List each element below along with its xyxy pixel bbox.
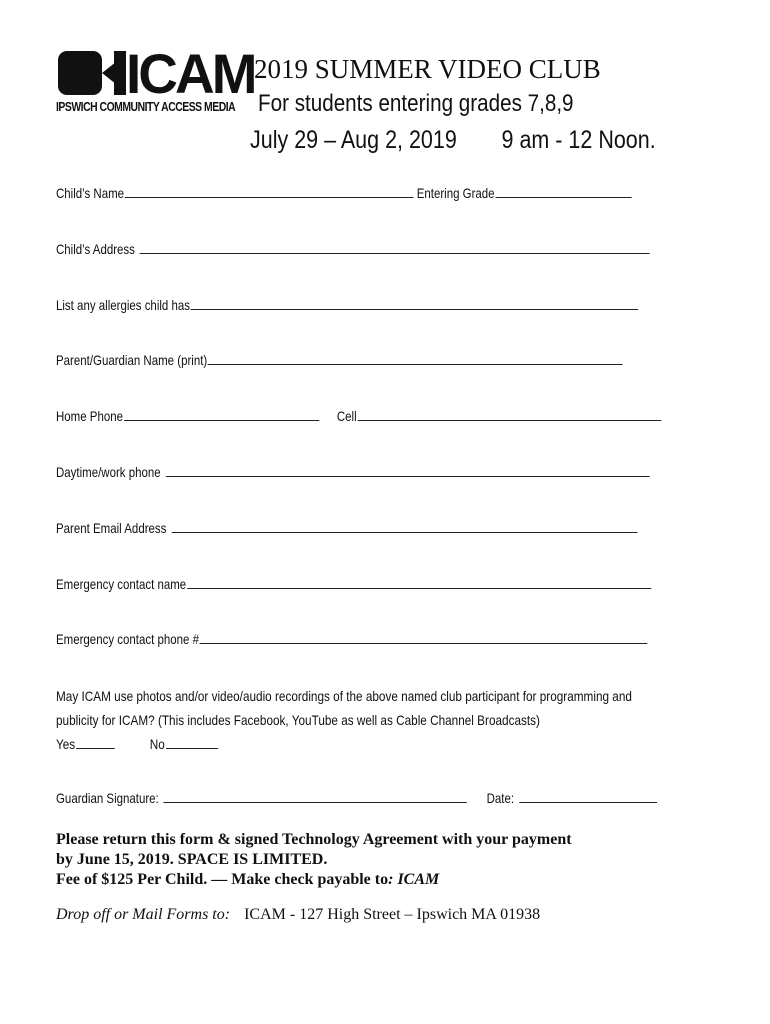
page-subtitle: For students entering grades 7,8,9 [258,90,574,117]
child-address-field[interactable] [140,241,650,254]
entering-grade-field[interactable] [495,185,631,198]
payee-text: : ICAM [388,871,440,888]
video-camera-icon [56,48,130,98]
emergency-phone-field[interactable] [200,631,648,644]
allergies-row [56,297,639,313]
consent-options [56,732,632,756]
child-name-row [56,185,632,201]
logo-text: ICAM [126,42,255,105]
cell-label: Cell [336,408,357,424]
yes-field[interactable] [76,736,115,749]
parent-name-row [56,352,623,368]
return-notice [56,830,572,890]
emergency-name-row [56,576,651,592]
date-label: Date: [486,790,515,806]
date-time-line [250,126,656,155]
parent-email-label: Parent Email Address [56,520,167,536]
no-label: No [149,736,165,752]
dropoff-line [56,906,540,924]
guardian-signature-field[interactable] [164,790,467,803]
parent-name-label: Parent/Guardian Name (print) [56,352,208,368]
dates: July 29 – Aug 2, 2019 [250,126,457,154]
daytime-phone-label: Daytime/work phone [56,464,161,480]
emergency-phone-label: Emergency contact phone # [56,631,199,647]
parent-name-field[interactable] [208,352,623,365]
icam-logo [56,42,255,116]
notice-line-2: by June 15, 2019. SPACE IS LIMITED. [56,851,328,868]
child-address-row [56,241,650,257]
allergies-field[interactable] [191,297,639,310]
child-name-field[interactable] [125,185,414,198]
daytime-phone-field[interactable] [166,464,650,477]
cell-field[interactable] [357,408,660,421]
date-field[interactable] [519,790,657,803]
no-field[interactable] [166,736,218,749]
allergies-label: List any allergies child has [56,297,191,313]
child-name-label: Child’s Name [56,185,125,201]
time: 9 am - 12 Noon. [501,126,656,154]
page-title: 2019 SUMMER VIDEO CLUB [254,54,601,84]
logo-subtitle: IPSWICH COMMUNITY ACCESS MEDIA [56,99,236,114]
phone-row [56,408,661,424]
home-phone-label: Home Phone [56,408,124,424]
parent-email-row [56,520,637,536]
parent-email-field[interactable] [171,520,637,533]
emergency-name-label: Emergency contact name [56,576,187,592]
dropoff-label: Drop off or Mail Forms to: [56,906,231,923]
home-phone-field[interactable] [124,408,319,421]
consent-question [56,684,632,756]
entering-grade-label: Entering Grade [416,185,495,201]
notice-line-3 [56,870,572,890]
consent-line-2: publicity for ICAM? (This includes Facebook, YouTube as well as Cable Channel Broadcasts) [56,712,540,728]
child-address-label: Child’s Address [56,241,135,257]
yes-label: Yes [56,736,76,752]
signature-row [56,790,657,806]
fee-text: Fee of $125 Per Child. — Make check payable to [56,871,389,888]
consent-line-1: May ICAM use photos and/or video/audio recordings of the above named club participant for programming and [56,688,632,704]
dropoff-address: ICAM - 127 High Street – Ipswich MA 01938 [244,906,541,923]
daytime-phone-row [56,464,649,480]
emergency-name-field[interactable] [187,576,651,589]
guardian-signature-label: Guardian Signature: [56,790,159,806]
emergency-phone-row [56,631,648,647]
notice-line-1: Please return this form & signed Technology Agreement with your payment [56,831,572,848]
